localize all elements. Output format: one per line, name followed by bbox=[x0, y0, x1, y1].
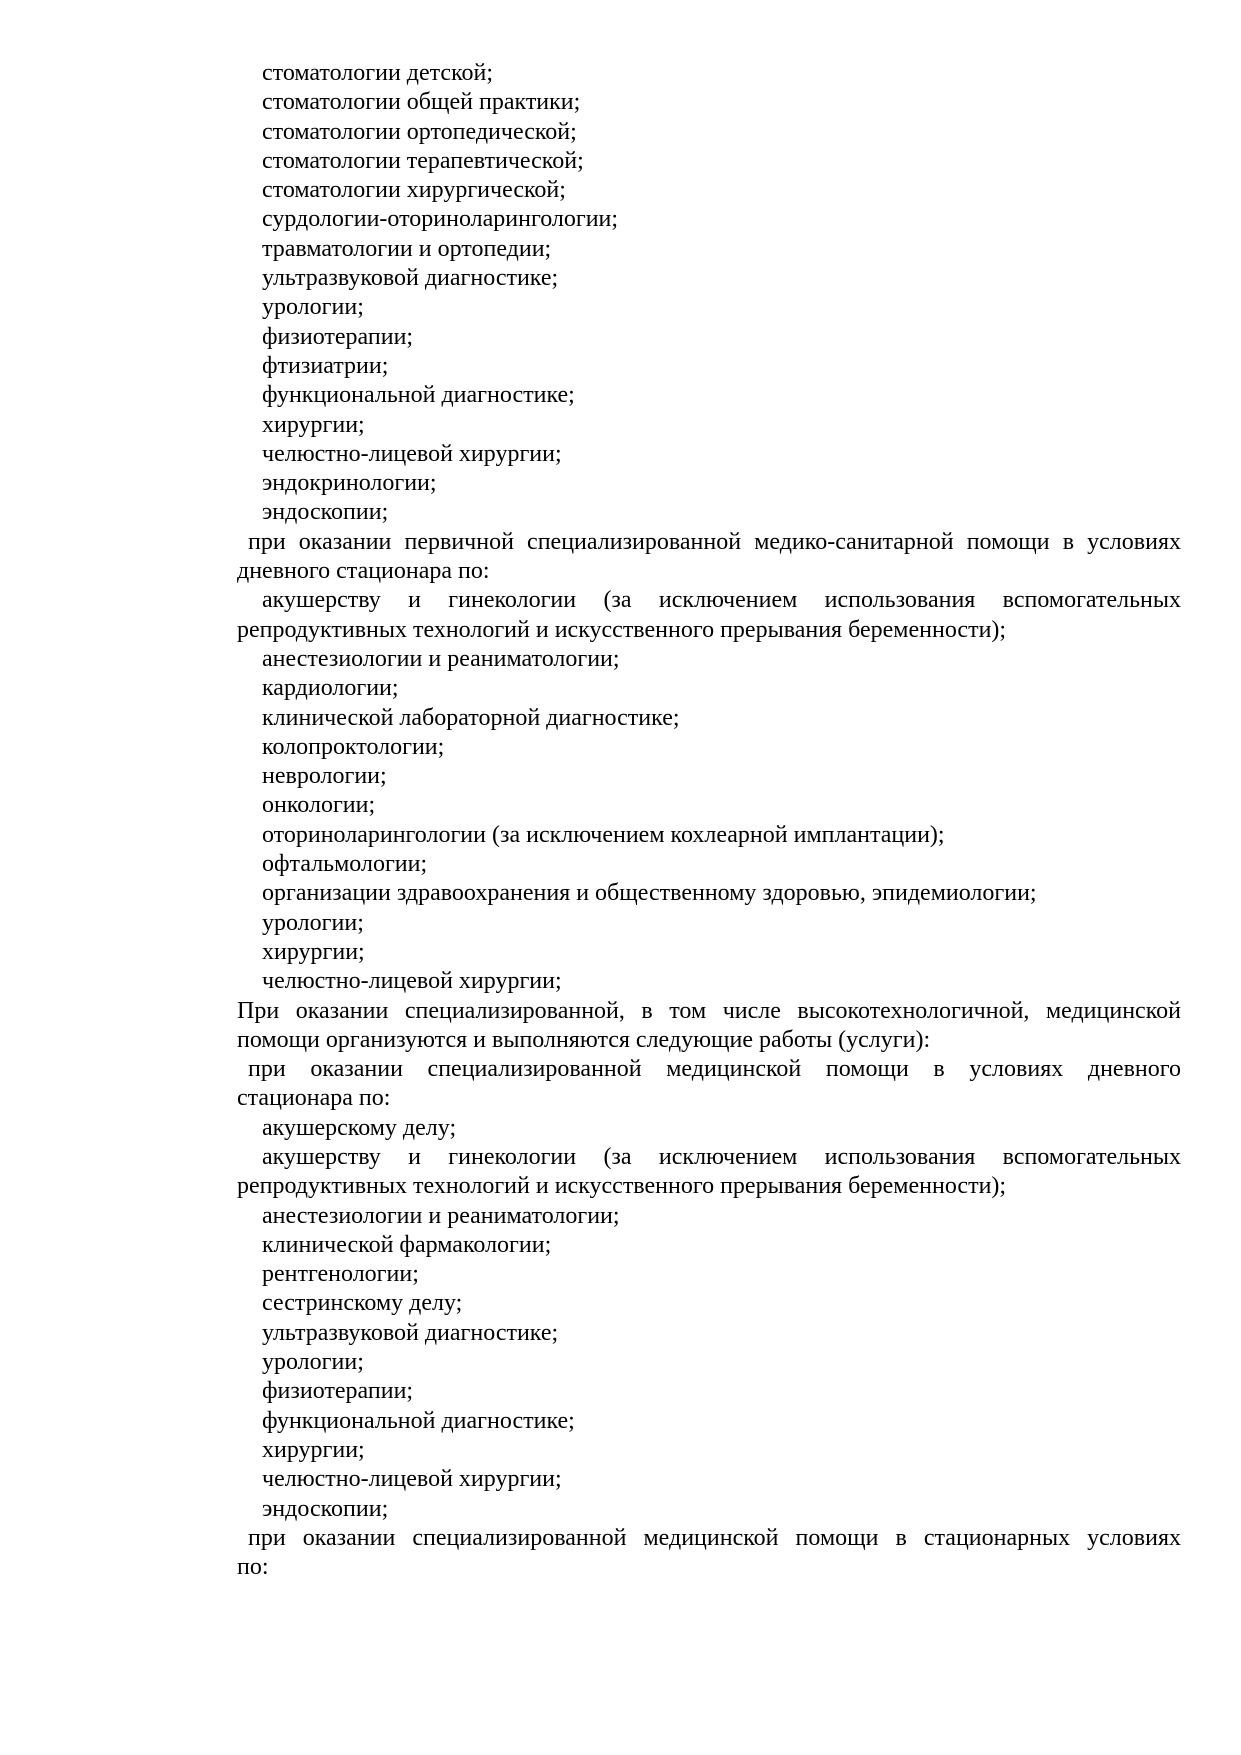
list-item: хирургии; bbox=[262, 938, 365, 965]
list-item: урологии; bbox=[262, 1349, 364, 1376]
list-item: онкологии; bbox=[262, 792, 376, 819]
list-item: колопроктологии; bbox=[262, 733, 445, 760]
list-item: акушерству и гинекологии (за исключением использования вспомогательных bbox=[262, 587, 1181, 614]
list-item: стоматологии ортопедической; bbox=[262, 118, 577, 145]
document-page bbox=[237, 59, 1181, 1582]
list-item: акушерскому делу; bbox=[262, 1114, 457, 1141]
list-item: кардиологии; bbox=[262, 675, 399, 702]
paragraph-line: при оказании специализированной медицинской помощи в условиях дневного bbox=[248, 1056, 1181, 1083]
paragraph-line: При оказании специализированной, в том числе высокотехнологичной, медицинской bbox=[237, 997, 1181, 1024]
paragraph-line: репродуктивных технологий и искусственного прерывания беременности); bbox=[237, 616, 1007, 643]
list-item: анестезиологии и реаниматологии; bbox=[262, 1202, 620, 1229]
list-item: оториноларингологии (за исключением кохлеарной имплантации); bbox=[262, 821, 945, 848]
paragraph-line: при оказании первичной специализированной медико-санитарной помощи в условиях bbox=[248, 528, 1181, 555]
list-item: стоматологии хирургической; bbox=[262, 177, 566, 204]
list-item: функциональной диагностике; bbox=[262, 382, 575, 409]
list-item: сестринскому делу; bbox=[262, 1290, 463, 1317]
paragraph-line: дневного стационара по: bbox=[237, 558, 490, 585]
list-item: организации здравоохранения и общественному здоровью, эпидемиологии; bbox=[262, 880, 1037, 907]
paragraph-line: по: bbox=[237, 1554, 269, 1581]
paragraph-line: репродуктивных технологий и искусственного прерывания беременности); bbox=[237, 1173, 1007, 1200]
list-item: рентгенологии; bbox=[262, 1261, 419, 1288]
list-item: эндоскопии; bbox=[262, 1495, 389, 1522]
list-item: ультразвуковой диагностике; bbox=[262, 1319, 559, 1346]
list-item: офтальмологии; bbox=[262, 851, 428, 878]
list-item: челюстно-лицевой хирургии; bbox=[262, 1466, 562, 1493]
paragraph-line: помощи организуются и выполняются следующие работы (услуги): bbox=[237, 1026, 931, 1053]
list-item: клинической фармакологии; bbox=[262, 1231, 552, 1258]
list-item: ультразвуковой диагностике; bbox=[262, 265, 559, 292]
paragraph-line: при оказании специализированной медицинской помощи в стационарных условиях bbox=[248, 1524, 1181, 1551]
list-item: травматологии и ортопедии; bbox=[262, 235, 552, 262]
list-item: клинической лабораторной диагностике; bbox=[262, 704, 680, 731]
paragraph-line: стационара по: bbox=[237, 1085, 391, 1112]
list-item: физиотерапии; bbox=[262, 1378, 414, 1405]
list-item: стоматологии детской; bbox=[262, 60, 494, 86]
list-item: неврологии; bbox=[262, 763, 387, 790]
list-item: хирургии; bbox=[262, 411, 365, 438]
list-item: урологии; bbox=[262, 909, 364, 936]
list-item: урологии; bbox=[262, 294, 364, 321]
list-item: физиотерапии; bbox=[262, 323, 414, 350]
list-item: анестезиологии и реаниматологии; bbox=[262, 645, 620, 672]
list-item: хирургии; bbox=[262, 1436, 365, 1463]
list-item: функциональной диагностике; bbox=[262, 1407, 575, 1434]
list-item: акушерству и гинекологии (за исключением использования вспомогательных bbox=[262, 1143, 1181, 1170]
list-item: эндоскопии; bbox=[262, 499, 389, 526]
list-item: эндокринологии; bbox=[262, 470, 437, 497]
list-item: стоматологии терапевтической; bbox=[262, 147, 584, 174]
list-item: фтизиатрии; bbox=[262, 352, 389, 379]
list-item: челюстно-лицевой хирургии; bbox=[262, 968, 562, 995]
list-item: челюстно-лицевой хирургии; bbox=[262, 440, 562, 467]
list-item: стоматологии общей практики; bbox=[262, 89, 581, 116]
list-item: сурдологии-оториноларингологии; bbox=[262, 206, 619, 233]
